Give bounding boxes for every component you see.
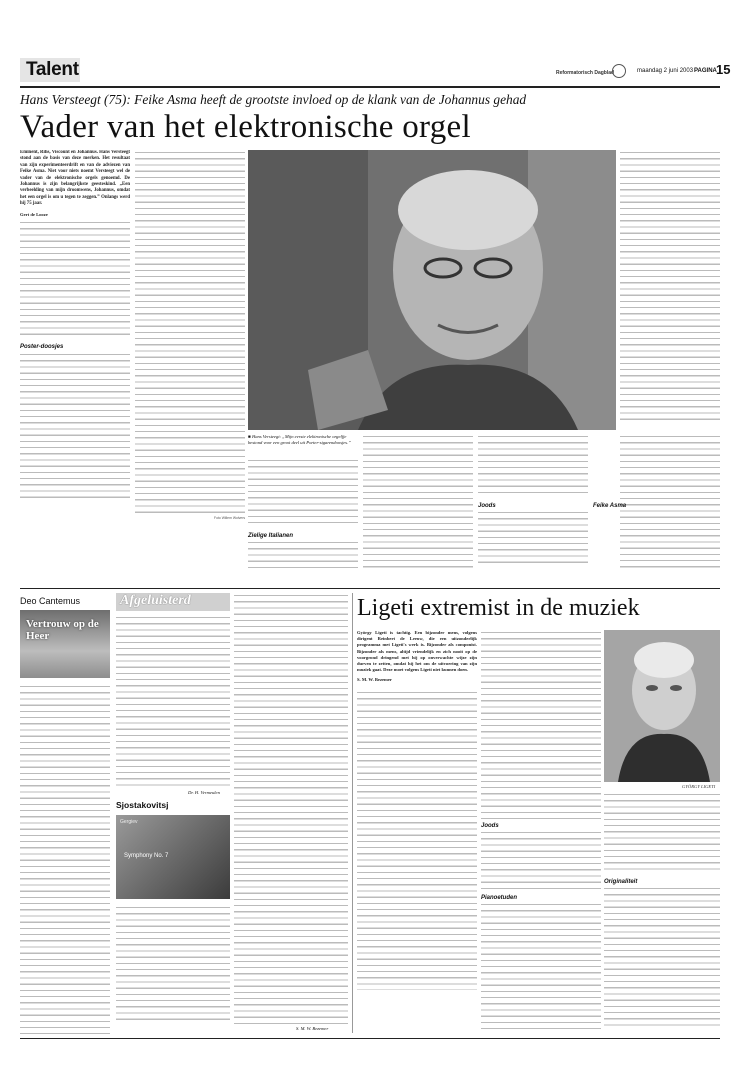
- deo-cantemus-label: Deo Cantemus: [20, 596, 81, 606]
- album-cover-work: Symphony No. 7: [124, 853, 169, 859]
- column-divider: [352, 593, 353, 1033]
- article-column: [478, 510, 588, 568]
- article-column: [363, 434, 473, 568]
- article-kicker: Hans Versteegt (75): Feike Asma heeft de grootste invloed op de klank van de Johannus gehad: [20, 92, 527, 107]
- subhead-poster-doosjes: Poster-doosjes: [20, 343, 64, 350]
- ligeti-byline: S. M. W. Bezemer: [357, 677, 392, 683]
- portrait-photo: [248, 150, 616, 430]
- newspaper-name: Reformatorisch Dagblad: [556, 70, 615, 76]
- review-column: [20, 684, 110, 1034]
- review-byline-2: S. M. W. Bezemer: [296, 1026, 329, 1031]
- review-column: [116, 615, 230, 787]
- ligeti-headline: Ligeti extremist in de muziek: [357, 595, 640, 621]
- ligeti-column: [604, 792, 720, 874]
- article-byline: Gert de Looze: [20, 211, 48, 217]
- placeholder-text: [20, 220, 130, 340]
- afgeluisterd-title-bar: [116, 593, 230, 611]
- section-divider: [20, 588, 720, 589]
- ligeti-column: [481, 830, 601, 890]
- article-column: [620, 434, 720, 568]
- photo-caption-text: Hans Versteegt: „Mijn eerste elektronische orgelfje bestond voor een groot deel uit Porter-sigarendoosjes.”: [248, 434, 351, 445]
- photo-credit: Foto Willem Wolvers: [214, 516, 246, 520]
- subhead-pianoetuden: Pianoetuden: [481, 895, 518, 901]
- issue-date: maandag 2 juni 2003: [637, 68, 694, 74]
- article-column: [135, 150, 245, 515]
- article-column: [478, 434, 588, 498]
- subhead-feike-asma: Feike Asma: [593, 503, 627, 509]
- album-cover-vertrouw: [20, 610, 110, 678]
- album-cover-title: Vertrouw op de Heer: [26, 618, 99, 642]
- portrait-illustration: [248, 150, 616, 430]
- article-intro: Eminent, Rihs, Viscount en Johannus. Hans Versteegt stond aan de basis van deze merken. Het resultaat van zijn experimenteerdrift en van de adviezen van Feike Asma. Niet voor niets noemt Versteegt wel de vader van de elektronische orgels genoemd. De Johannus is zijn belangrijkste geesteskind. „Een verbeelding van mijn droomwens, Johannus, omdat het een orgel is om u tegen te zeggen.” Onlangs werd hij 75 jaar.: [20, 150, 130, 207]
- ligeti-column: [481, 630, 601, 820]
- placeholder-text: [357, 690, 477, 990]
- ligeti-photo: [604, 630, 720, 782]
- ligeti-intro-column: [357, 630, 477, 1030]
- article-column: [620, 150, 720, 420]
- placeholder-text: [20, 352, 130, 502]
- section-title: Talent: [26, 59, 79, 80]
- article-column: [248, 458, 358, 528]
- article-column: [248, 540, 358, 568]
- review-column: [116, 905, 230, 1025]
- ligeti-intro: György Ligeti is tachtig. Een bijzonder mens, volgens dirigent Reinbert de Leeuw, die een uitzonderlijk programma met Ligeti's werk is. Bijzonder als componist. Bijzonder als mens, altijd vriendelijk en zich nooit op de voorgrond dringend met hij op onverwachte wijze zijn durven te zetten, omdat hij het om de uitvoering van zijn muziek gaat. Deze moet volgens Ligeti niet kunnen doen.: [357, 630, 477, 673]
- album-cover-conductor: Gergiev: [120, 819, 138, 825]
- review-byline-1: Dr. H. Vermeulen: [188, 790, 220, 795]
- page-header: [20, 56, 731, 86]
- ligeti-portrait-illustration: [604, 630, 720, 782]
- subhead-zielige-italianen: Zielige Italianen: [248, 533, 294, 539]
- article-intro-column: [20, 150, 130, 570]
- header-rule: [20, 86, 720, 88]
- review-column: [234, 593, 348, 1025]
- newspaper-logo: [612, 64, 626, 78]
- caption-bullet-icon: ■: [248, 434, 252, 439]
- footer-rule: [20, 1038, 720, 1039]
- ligeti-column: [481, 902, 601, 1030]
- article-headline: Vader van het elektronische orgel: [20, 109, 471, 145]
- subhead-originaliteit: Originaliteit: [604, 879, 638, 885]
- subhead-joods: Joods: [481, 823, 499, 829]
- afgeluisterd-title: Afgeluisterd: [120, 593, 191, 608]
- ligeti-photo-caption: GYÖRGY LIGETI: [682, 784, 716, 789]
- subhead-joods: Joods: [478, 503, 496, 509]
- album-cover-sjostakovitsj: [116, 815, 230, 899]
- page-label: PAGINA: [694, 68, 717, 74]
- subhead-sjostakovitsj: Sjostakovitsj: [116, 800, 169, 810]
- page-number: 15: [716, 62, 731, 77]
- photo-caption: [248, 434, 358, 446]
- ligeti-column: [604, 886, 720, 1030]
